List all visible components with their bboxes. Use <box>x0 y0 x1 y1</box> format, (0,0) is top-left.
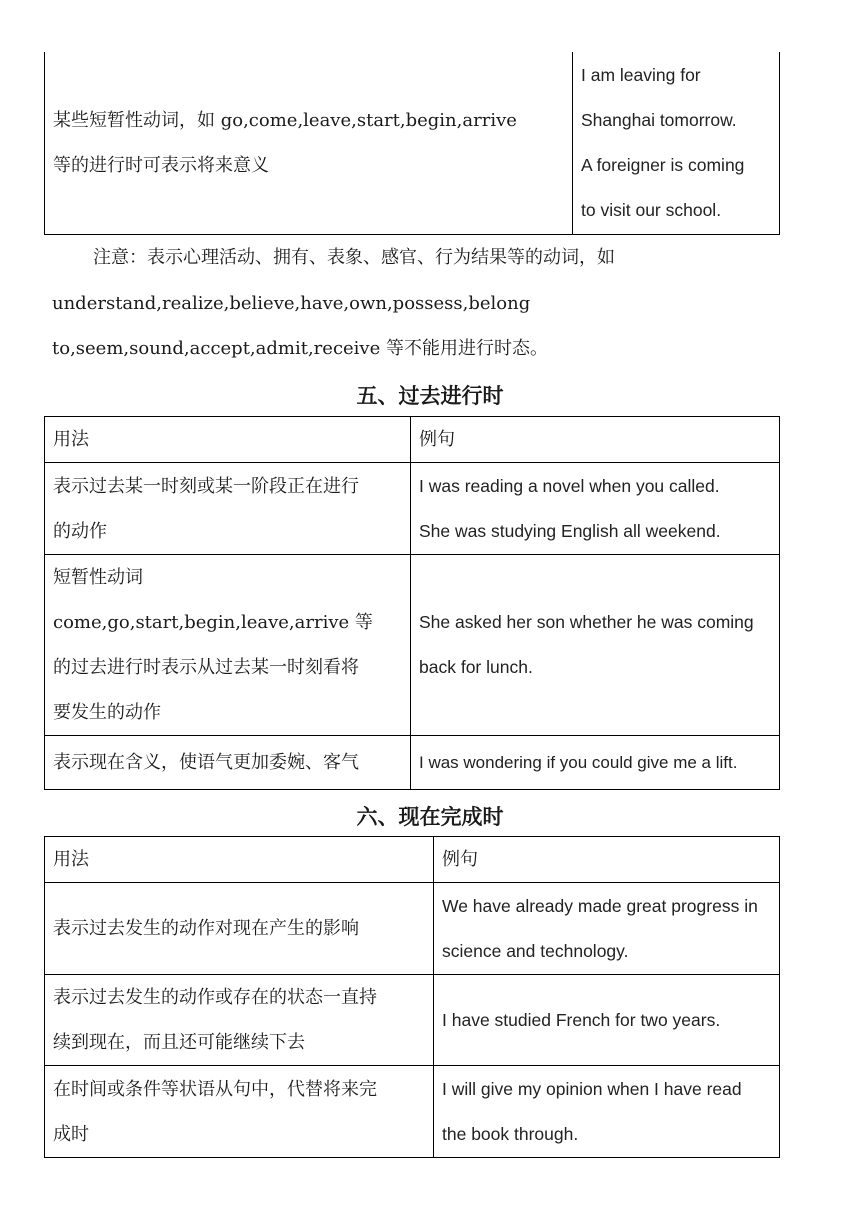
table-row <box>45 52 780 234</box>
usage-line: 成时 <box>53 1123 89 1145</box>
table-row <box>45 883 780 975</box>
usage-line: 短暂性动词 <box>53 567 143 588</box>
usage-cell <box>45 975 434 1066</box>
usage-line: 等的进行时可表示将来意义 <box>53 154 269 176</box>
table-row <box>45 975 780 1066</box>
usage-line: 表示过去发生的动作对现在产生的影响 <box>53 918 359 939</box>
example-cell <box>573 52 780 234</box>
example-line: She asked her son whether he was coming <box>419 612 754 632</box>
example-line: I was wondering if you could give me a lift. <box>419 753 738 772</box>
table-row <box>45 555 780 736</box>
usage-line: 续到现在，而且还可能继续下去 <box>53 1032 305 1053</box>
table-present-continuous-tail <box>44 52 780 235</box>
usage-cell <box>45 555 411 736</box>
header-usage: 用法 <box>45 417 411 463</box>
section-heading-present-perfect: 六、现在完成时 <box>356 805 504 829</box>
usage-line: 某些短暂性动词，如 go,come,leave,start,begin,arrive <box>53 109 517 131</box>
note-paragraph <box>52 235 772 372</box>
usage-cell <box>45 1066 434 1158</box>
usage-line: 的过去进行时表示从过去某一时刻看将 <box>53 657 359 678</box>
example-line: science and technology. <box>442 940 629 961</box>
table-row <box>45 463 780 555</box>
example-line: back for lunch. <box>419 657 533 677</box>
table-present-perfect <box>44 836 780 1158</box>
example-cell <box>411 555 780 736</box>
table-header-row <box>45 417 780 463</box>
example-line: I am leaving for <box>581 64 701 85</box>
example-line: A foreigner is coming <box>581 154 745 175</box>
header-usage: 用法 <box>45 837 434 883</box>
header-example: 例句 <box>411 417 780 463</box>
usage-line: come,go,start,begin,leave,arrive 等 <box>53 612 373 633</box>
note-line: to,seem,sound,accept,admit,receive 等不能用进行时态。 <box>52 338 548 359</box>
usage-line: 表示过去发生的动作或存在的状态一直持 <box>53 987 377 1008</box>
table-header-row <box>45 837 780 883</box>
usage-line: 在时间或条件等状语从句中，代替将来完 <box>53 1078 377 1100</box>
example-line: the book through. <box>442 1123 579 1144</box>
usage-line: 表示过去某一时刻或某一阶段正在进行 <box>53 475 359 497</box>
example-cell <box>434 883 780 975</box>
header-example: 例句 <box>434 837 780 883</box>
usage-cell <box>45 736 411 790</box>
example-cell <box>434 1066 780 1158</box>
usage-line: 的动作 <box>53 520 107 542</box>
usage-cell <box>45 463 411 555</box>
example-cell <box>411 463 780 555</box>
note-line: 注意：表示心理活动、拥有、表象、感官、行为结果等的动词，如 <box>93 247 615 268</box>
note-line: understand,realize,believe,have,own,possess,belong <box>52 292 531 314</box>
example-line: Shanghai tomorrow. <box>581 109 737 130</box>
usage-line: 要发生的动作 <box>53 702 161 723</box>
example-line: She was studying English all weekend. <box>419 520 721 541</box>
usage-cell <box>45 883 434 975</box>
table-row <box>45 1066 780 1158</box>
usage-line: 表示现在含义，使语气更加委婉、客气 <box>53 752 359 773</box>
example-line: I was reading a novel when you called. <box>419 475 720 496</box>
usage-cell <box>45 52 573 234</box>
example-line: to visit our school. <box>581 199 722 220</box>
example-line: We have already made great progress in <box>442 895 758 916</box>
example-line: I have studied French for two years. <box>442 1009 721 1030</box>
section-heading-past-continuous: 五、过去进行时 <box>356 384 504 408</box>
table-past-continuous <box>44 416 780 790</box>
table-row <box>45 736 780 790</box>
example-cell <box>411 736 780 790</box>
example-cell <box>434 975 780 1066</box>
example-line: I will give my opinion when I have read <box>442 1078 742 1099</box>
